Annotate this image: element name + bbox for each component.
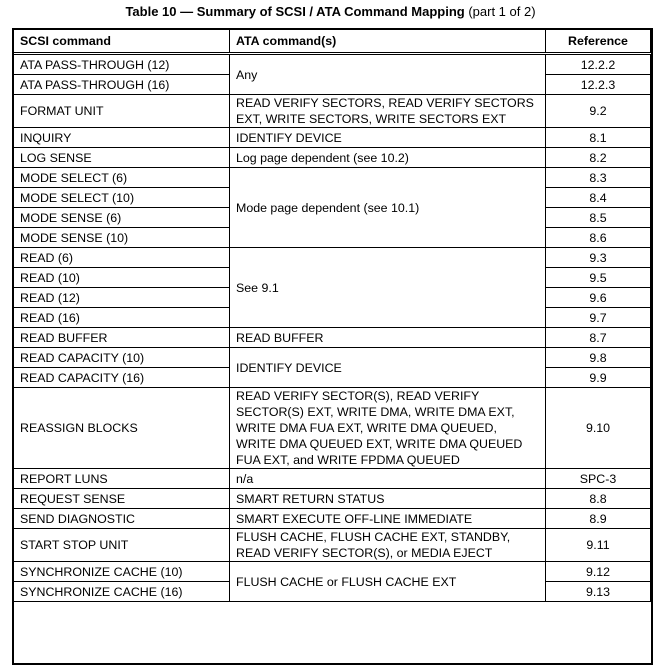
table-row [14,529,651,562]
header-row [14,30,651,54]
scsi-command-cell: SYNCHRONIZE CACHE (10) [14,562,230,582]
scsi-command-cell: INQUIRY [14,128,230,148]
reference-cell: 9.7 [546,308,651,328]
table-body [14,54,651,602]
ata-command-cell: SMART EXECUTE OFF-LINE IMMEDIATE [230,509,546,529]
table-row [14,348,651,368]
reference-cell: 9.3 [546,248,651,268]
ata-command-cell: IDENTIFY DEVICE [230,128,546,148]
scsi-command-cell: READ (12) [14,288,230,308]
reference-cell: 8.9 [546,509,651,529]
reference-cell: 12.2.2 [546,54,651,75]
reference-cell: 8.8 [546,489,651,509]
header-scsi-command: SCSI command [14,30,230,54]
table-row [14,148,651,168]
ata-command-cell: SMART RETURN STATUS [230,489,546,509]
ata-command-cell: READ VERIFY SECTORS, READ VERIFY SECTORS EXT, WRITE SECTORS, WRITE SECTORS EXT [230,95,546,128]
reference-cell: 12.2.3 [546,75,651,95]
scsi-command-cell: MODE SENSE (10) [14,228,230,248]
scsi-command-cell: MODE SENSE (6) [14,208,230,228]
scsi-command-cell: READ (16) [14,308,230,328]
reference-cell: 9.6 [546,288,651,308]
reference-cell: 8.6 [546,228,651,248]
scsi-command-cell: SYNCHRONIZE CACHE (16) [14,582,230,602]
scsi-command-cell: READ CAPACITY (10) [14,348,230,368]
ata-command-cell: FLUSH CACHE, FLUSH CACHE EXT, STANDBY, READ VERIFY SECTOR(S), or MEDIA EJECT [230,529,546,562]
table-row [14,248,651,268]
reference-cell: 9.9 [546,368,651,388]
reference-cell: 9.12 [546,562,651,582]
scsi-command-cell: REQUEST SENSE [14,489,230,509]
scsi-command-cell: START STOP UNIT [14,529,230,562]
table-row [14,328,651,348]
reference-cell: 8.7 [546,328,651,348]
reference-cell: 8.1 [546,128,651,148]
table-row [14,469,651,489]
scsi-command-cell: REPORT LUNS [14,469,230,489]
header-ata-commands: ATA command(s) [230,30,546,54]
table-row [14,95,651,128]
ata-command-cell: Mode page dependent (see 10.1) [230,168,546,248]
scsi-command-cell: FORMAT UNIT [14,95,230,128]
reference-cell: 8.3 [546,168,651,188]
table-title: Table 10 — Summary of SCSI / ATA Command Mapping [125,4,465,19]
ata-command-cell: READ VERIFY SECTOR(S), READ VERIFY SECTOR(S) EXT, WRITE DMA, WRITE DMA EXT, WRITE DMA FUA EXT, WRITE DMA QUEUED, WRITE DMA QUEUED EXT, WRITE DMA QUEUED FUA EXT, and WRITE FPDMA QUEUED [230,388,546,469]
ata-command-cell: READ BUFFER [230,328,546,348]
reference-cell: 9.10 [546,388,651,469]
scsi-command-cell: REASSIGN BLOCKS [14,388,230,469]
scsi-command-cell: ATA PASS-THROUGH (12) [14,54,230,75]
reference-cell: 8.4 [546,188,651,208]
reference-cell: 9.2 [546,95,651,128]
scsi-command-cell: LOG SENSE [14,148,230,168]
table-row [14,562,651,582]
scsi-command-cell: READ (6) [14,248,230,268]
scsi-command-cell: READ (10) [14,268,230,288]
scsi-command-cell: SEND DIAGNOSTIC [14,509,230,529]
ata-command-cell: Any [230,54,546,95]
table-row [14,168,651,188]
ata-command-cell: IDENTIFY DEVICE [230,348,546,388]
reference-cell: SPC-3 [546,469,651,489]
ata-command-cell: See 9.1 [230,248,546,328]
reference-cell: 8.5 [546,208,651,228]
reference-cell: 8.2 [546,148,651,168]
table-row [14,54,651,75]
scsi-command-cell: ATA PASS-THROUGH (16) [14,75,230,95]
scsi-command-cell: MODE SELECT (6) [14,168,230,188]
command-mapping-table [13,29,651,602]
ata-command-cell: Log page dependent (see 10.2) [230,148,546,168]
ata-command-cell: n/a [230,469,546,489]
table-part: (part 1 of 2) [468,4,536,19]
table-caption [0,4,661,19]
reference-cell: 9.5 [546,268,651,288]
scsi-command-cell: MODE SELECT (10) [14,188,230,208]
reference-cell: 9.8 [546,348,651,368]
table-row [14,388,651,469]
header-reference: Reference [546,30,651,54]
ata-command-cell: FLUSH CACHE or FLUSH CACHE EXT [230,562,546,602]
reference-cell: 9.13 [546,582,651,602]
table-row [14,489,651,509]
reference-cell: 9.11 [546,529,651,562]
scsi-command-cell: READ BUFFER [14,328,230,348]
table-row [14,509,651,529]
scsi-command-cell: READ CAPACITY (16) [14,368,230,388]
table-row [14,128,651,148]
